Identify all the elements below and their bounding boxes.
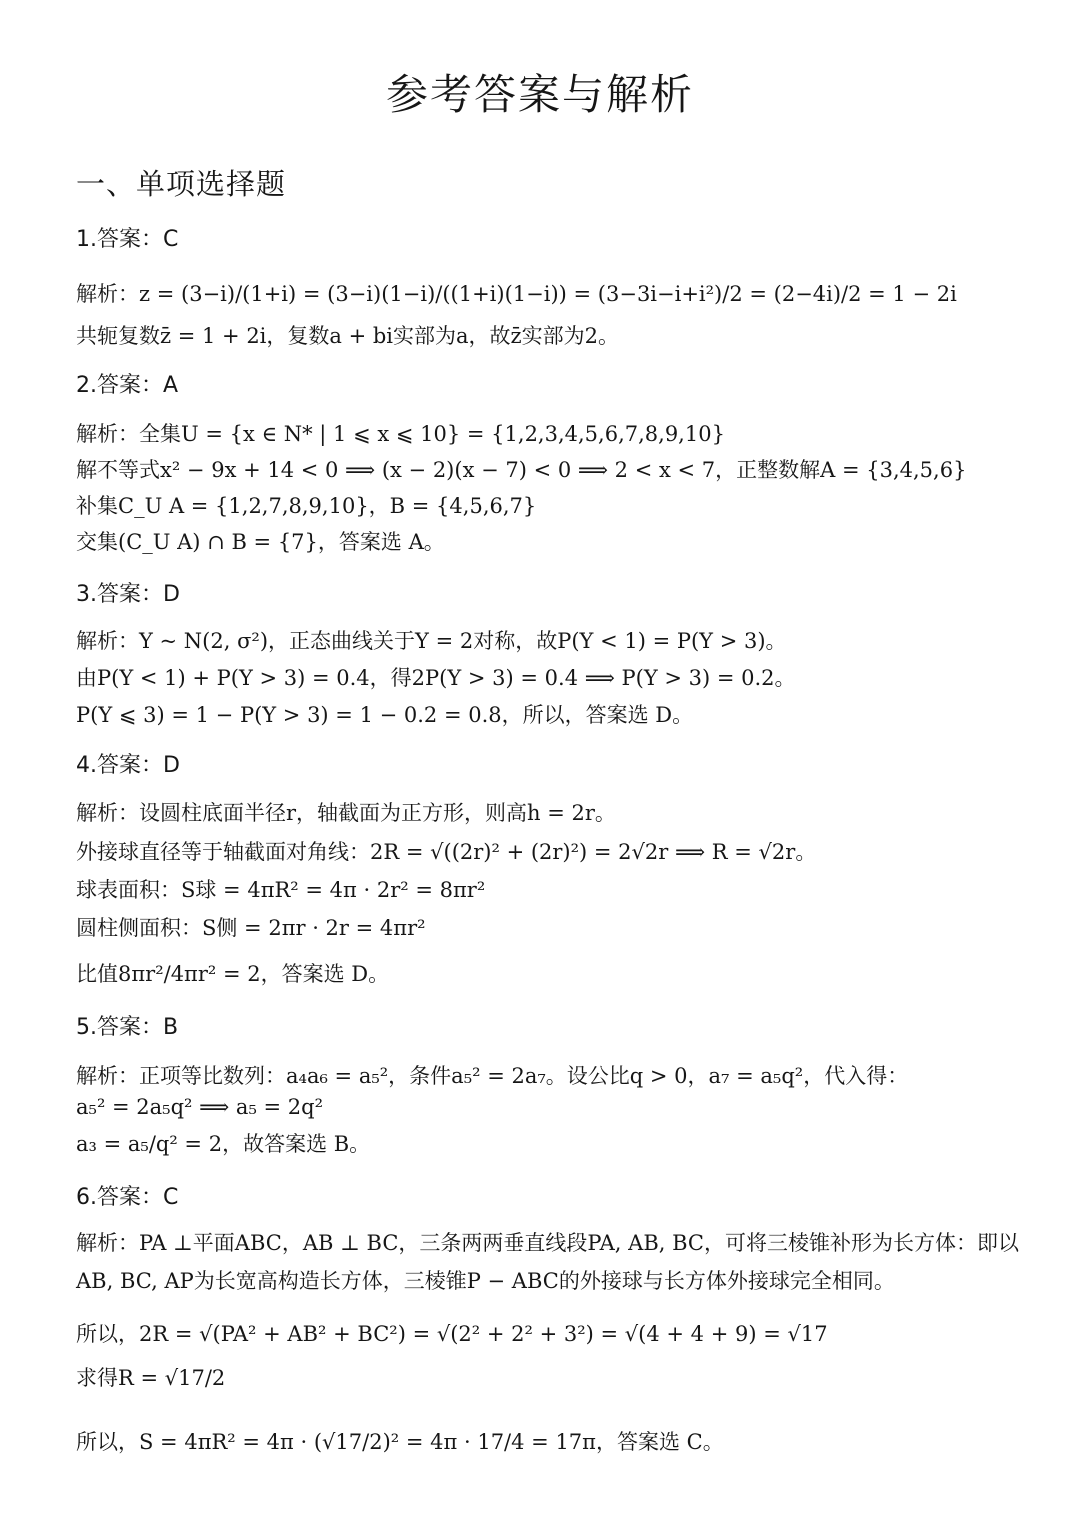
answer-label-q4: 4.答案：D xyxy=(76,753,180,778)
solution-line: 所以，S = 4πR² = 4π · (√17/2)² = 4π · 17/4 = 17π，答案选 C。 xyxy=(76,1430,724,1454)
solution-line: 解不等式x² − 9x + 14 < 0 ⟹ (x − 2)(x − 7) < 0 ⟹ 2 < x < 7，正整数解A = {3,4,5,6} xyxy=(76,458,967,482)
answer-label-q5: 5.答案：B xyxy=(76,1015,179,1040)
solution-line: 解析：正项等比数列：a₄a₆ = a₅²，条件a₅² = 2a₇。设公比q > 0，a₇ = a₅q²，代入得： xyxy=(76,1064,909,1088)
page-title: 参考答案与解析 xyxy=(385,70,694,119)
solution-line: 由P(Y < 1) + P(Y > 3) = 0.4，得2P(Y > 3) = 0.4 ⟹ P(Y > 3) = 0.2。 xyxy=(76,666,796,690)
solution-line: 圆柱侧面积：S侧 = 2πr · 2r = 4πr² xyxy=(76,916,426,940)
section-heading: 一、单项选择题 xyxy=(76,167,287,201)
answer-label-q1: 1.答案：C xyxy=(76,227,179,252)
solution-line: 比值8πr²/4πr² = 2，答案选 D。 xyxy=(76,962,390,986)
solution-line: 交集(C_U A) ∩ B = {7}，答案选 A。 xyxy=(76,530,445,554)
solution-line: P(Y ⩽ 3) = 1 − P(Y > 3) = 1 − 0.2 = 0.8，所以，答案选 D。 xyxy=(76,703,694,727)
solution-line: 解析：全集U = {x ∈ N* | 1 ⩽ x ⩽ 10} = {1,2,3,4,5,6,7,8,9,10} xyxy=(76,422,725,446)
solution-line: 外接球直径等于轴截面对角线：2R = √((2r)² + (2r)²) = 2√2r ⟹ R = √2r。 xyxy=(76,840,817,864)
solution-line: 解析：z = (3−i)/(1+i) = (3−i)(1−i)/((1+i)(1−i)) = (3−3i−i+i²)/2 = (2−4i)/2 = 1 − 2i xyxy=(76,282,957,306)
solution-line: 解析：Y ~ N(2, σ²)，正态曲线关于Y = 2对称，故P(Y < 1) = P(Y > 3)。 xyxy=(76,629,787,653)
solution-line: a₅² = 2a₅q² ⟹ a₅ = 2q² xyxy=(76,1095,324,1119)
solution-line: 解析：PA ⊥平面ABC，AB ⊥ BC，三条两两垂直线段PA, AB, BC，可将三棱锥补形为长方体：即以AB, BC, AP为长宽高构造长方体，三棱锥P − ABC的外接球与长方体外接球完全相同。 xyxy=(76,1231,1019,1293)
solution-line: 球表面积：S球 = 4πR² = 4π · 2r² = 8πr² xyxy=(76,878,486,902)
solution-line: 求得R = √17/2 xyxy=(76,1366,226,1390)
solution-line: a₃ = a₅/q² = 2，故答案选 B。 xyxy=(76,1132,371,1156)
solution-line: 所以，2R = √(PA² + AB² + BC²) = √(2² + 2² + 3²) = √(4 + 4 + 9) = √17 xyxy=(76,1322,828,1346)
answer-label-q3: 3.答案：D xyxy=(76,582,180,607)
answer-label-q2: 2.答案：A xyxy=(76,373,179,398)
solution-line: 共轭复数z̄ = 1 + 2i，复数a + bi实部为a，故z̄实部为2。 xyxy=(76,324,619,348)
answer-label-q6: 6.答案：C xyxy=(76,1185,179,1210)
solution-line: 补集C_U A = {1,2,7,8,9,10}，B = {4,5,6,7} xyxy=(76,494,537,518)
solution-line: 解析：设圆柱底面半径r，轴截面为正方形，则高h = 2r。 xyxy=(76,801,616,825)
